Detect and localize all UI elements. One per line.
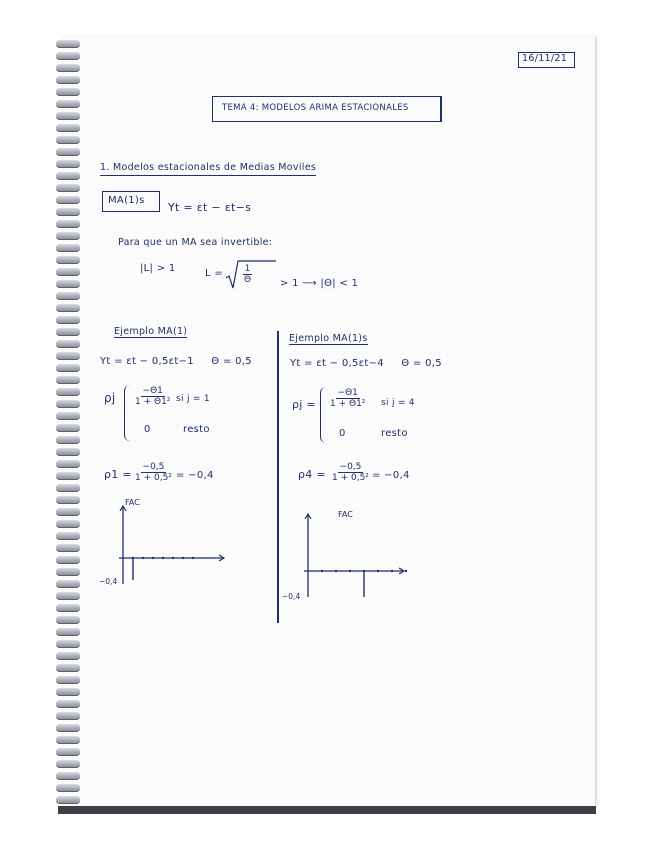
right-calc-result: = −0,4 [372, 470, 410, 481]
model-equation: Yt = εt − εt−s [168, 201, 252, 214]
spiral-coil [56, 484, 80, 491]
root-numerator: 1 [244, 264, 251, 274]
spiral-coil [56, 136, 80, 143]
spiral-coil [56, 232, 80, 239]
left-fac-chart [96, 496, 246, 596]
spiral-coil [56, 652, 80, 659]
paper-sheet [63, 36, 595, 806]
spiral-coil [56, 184, 80, 191]
spiral-coil [56, 460, 80, 467]
root-denominator: Θ [244, 275, 252, 285]
spiral-coil [56, 544, 80, 551]
left-calc-num: −0,5 [142, 462, 165, 472]
right-case1-cond: si j = 4 [381, 398, 415, 408]
spiral-coil [56, 388, 80, 395]
right-calc-label: ρ4 = [298, 468, 326, 481]
left-case2-val: 0 [144, 424, 151, 435]
right-case1-num: −Θ1 [337, 388, 358, 398]
spiral-coil [56, 424, 80, 431]
right-fac-chart [280, 506, 410, 606]
spiral-coil [56, 724, 80, 731]
condition-L: |L| > 1 [140, 263, 176, 274]
spiral-coil [56, 316, 80, 323]
spiral-coil [56, 64, 80, 71]
lag-dot [192, 557, 194, 559]
spiral-coil [56, 436, 80, 443]
lag-dot [405, 570, 407, 572]
spiral-coil [56, 292, 80, 299]
spiral-coil [56, 76, 80, 83]
spiral-coil [56, 556, 80, 563]
spiral-coil [56, 244, 80, 251]
spiral-coil [56, 472, 80, 479]
lag-dot [349, 570, 351, 572]
condition-eq-prefix: L = [205, 268, 224, 279]
spiral-binding [56, 36, 82, 806]
spiral-coil [56, 796, 80, 803]
spiral-coil [56, 364, 80, 371]
spiral-coil [56, 196, 80, 203]
left-example-heading: Ejemplo MA(1) [114, 326, 188, 337]
spiral-coil [56, 100, 80, 107]
left-calc-label: ρ1 = [104, 468, 132, 481]
condition-eq-suffix: > 1 ⟶ |Θ| < 1 [280, 278, 359, 289]
spiral-coil [56, 748, 80, 755]
spiral-coil [56, 52, 80, 59]
spiral-coil [56, 592, 80, 599]
right-case2-cond: resto [381, 428, 408, 439]
spiral-coil [56, 676, 80, 683]
model-label: MA(1)s [108, 195, 145, 206]
spiral-coil [56, 700, 80, 707]
right-calc-fraction [330, 462, 371, 483]
lag-dot [335, 570, 337, 572]
spiral-coil [56, 124, 80, 131]
spiral-coil [56, 616, 80, 623]
spiral-coil [56, 508, 80, 515]
right-case2-val: 0 [339, 428, 346, 439]
column-divider [277, 331, 279, 623]
left-brace [124, 385, 131, 441]
left-example-equation: Yt = εt − 0,5εt−1 Θ = 0,5 [100, 356, 252, 367]
spiral-coil [56, 268, 80, 275]
spiral-coil [56, 256, 80, 263]
spiral-coil [56, 628, 80, 635]
lag-dot [391, 570, 393, 572]
spiral-coil [56, 568, 80, 575]
spiral-coil [56, 640, 80, 647]
spiral-coil [56, 208, 80, 215]
spiral-coil [56, 712, 80, 719]
spiral-coil [56, 784, 80, 791]
left-case1-den: 1 + Θ1² [135, 397, 171, 407]
spiral-coil [56, 352, 80, 359]
lag-dot [172, 557, 174, 559]
y-tick-label: −0,4 [99, 577, 118, 586]
spiral-coil [56, 520, 80, 527]
right-example-heading: Ejemplo MA(1)s [289, 333, 368, 344]
lag-dot [182, 557, 184, 559]
spiral-coil [56, 40, 80, 47]
date-text: 16/11/21 [522, 53, 568, 64]
spiral-coil [56, 400, 80, 407]
left-rho-label: ρj [104, 391, 116, 405]
lag-dot [162, 557, 164, 559]
spiral-coil [56, 412, 80, 419]
root-fraction [242, 264, 253, 285]
notebook-cover-edge [58, 806, 596, 814]
spiral-coil [56, 760, 80, 767]
spiral-coil [56, 688, 80, 695]
lag-dot [377, 570, 379, 572]
spiral-coil [56, 160, 80, 167]
right-calc-den: 1 + 0,5² [332, 473, 369, 483]
spiral-coil [56, 376, 80, 383]
fac-chart-title: FAC [338, 510, 353, 519]
spiral-coil [56, 328, 80, 335]
spiral-coil [56, 664, 80, 671]
fac-chart-title: FAC [125, 498, 140, 507]
spiral-coil [56, 112, 80, 119]
left-case1-fraction [133, 386, 172, 407]
spiral-coil [56, 340, 80, 347]
section-heading: 1. Modelos estacionales de Medias Moviles [100, 162, 316, 176]
spiral-coil [56, 772, 80, 779]
right-calc-num: −0,5 [339, 462, 362, 472]
lag-dot [142, 557, 144, 559]
spiral-coil [56, 736, 80, 743]
spiral-coil [56, 220, 80, 227]
spiral-coil [56, 172, 80, 179]
spiral-coil [56, 604, 80, 611]
spiral-coil [56, 88, 80, 95]
lag-dot [321, 570, 323, 572]
left-case1-num: −Θ1 [142, 386, 163, 396]
left-case2-cond: resto [183, 424, 210, 435]
spiral-coil [56, 532, 80, 539]
lag-dot [152, 557, 154, 559]
right-example-equation: Yt = εt − 0,5εt−4 Θ = 0,5 [290, 358, 442, 369]
spiral-coil [56, 148, 80, 155]
invertible-text: Para que un MA sea invertible: [118, 237, 273, 248]
spiral-coil [56, 580, 80, 587]
right-brace [320, 387, 327, 443]
left-case1-cond: si j = 1 [176, 394, 210, 404]
page-title: TEMA 4: MODELOS ARIMA ESTACIONALES [222, 103, 409, 113]
left-calc-result: = −0,4 [176, 470, 214, 481]
y-tick-label: −0,4 [282, 592, 301, 601]
spiral-coil [56, 448, 80, 455]
left-calc-fraction [133, 462, 174, 483]
right-case1-den: 1 + Θ1² [330, 399, 366, 409]
right-rho-label: ρj = [292, 398, 316, 411]
left-calc-den: 1 + 0,5² [135, 473, 172, 483]
spiral-coil [56, 496, 80, 503]
spiral-coil [56, 304, 80, 311]
spiral-coil [56, 280, 80, 287]
right-case1-fraction [328, 388, 367, 409]
